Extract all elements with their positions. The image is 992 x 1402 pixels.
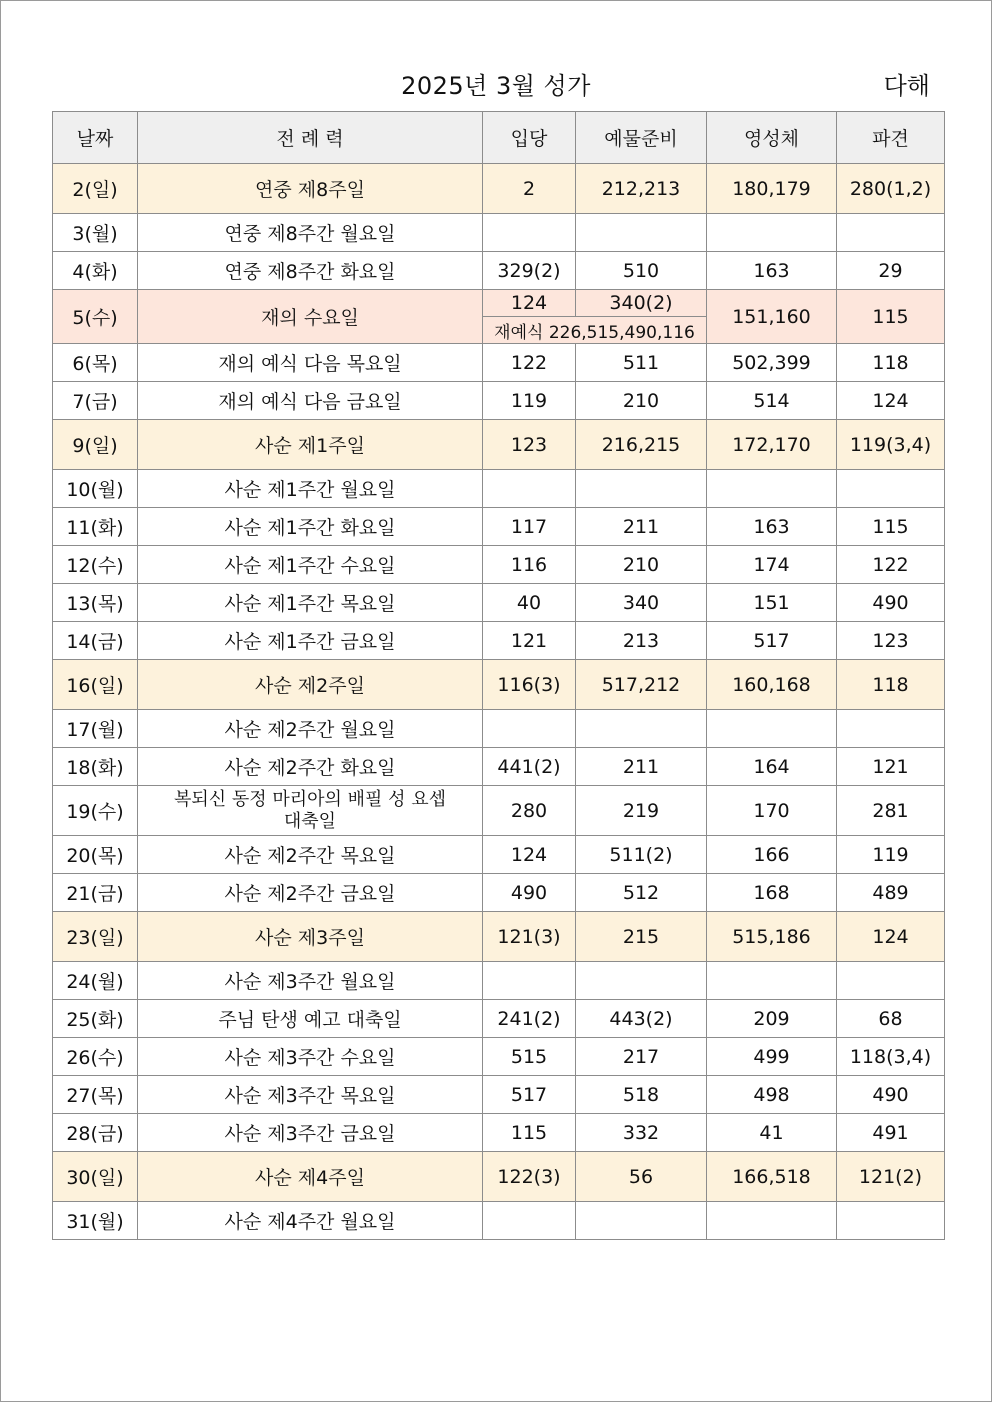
table-row [53,660,945,710]
cell-date: 26(수) [53,1038,138,1076]
cell-date: 9(일) [53,420,138,470]
cell-liturgy: 사순 제3주간 목요일 [138,1076,483,1114]
cell-communion: 514 [707,382,837,420]
cell-communion [707,1202,837,1240]
cell-offertory: 443(2) [576,1000,707,1038]
cell-dismissal: 489 [837,874,945,912]
cell-communion: 172,170 [707,420,837,470]
cell-liturgy: 연중 제8주간 월요일 [138,214,483,252]
cell-entrance: 2 [483,164,576,214]
cell-liturgy: 사순 제2주간 월요일 [138,710,483,748]
cell-offertory: 518 [576,1076,707,1114]
cell-offertory [576,962,707,1000]
hymn-table [52,111,945,1240]
cell-entrance: 329(2) [483,252,576,290]
cell-offertory: 217 [576,1038,707,1076]
cell-dismissal: 123 [837,622,945,660]
cell-communion: 41 [707,1114,837,1152]
cell-date: 4(화) [53,252,138,290]
cell-dismissal: 118(3,4) [837,1038,945,1076]
table-row [53,1076,945,1114]
cell-date: 11(화) [53,508,138,546]
cell-liturgy: 사순 제1주간 금요일 [138,622,483,660]
cell-date: 30(일) [53,1152,138,1202]
table-row [53,1202,945,1240]
header-entrance: 입당 [483,112,576,164]
cell-liturgy: 사순 제3주일 [138,912,483,962]
cell-offertory: 210 [576,382,707,420]
cell-entrance: 122 [483,344,576,382]
cell-liturgy: 사순 제1주간 수요일 [138,546,483,584]
table-row [53,546,945,584]
cell-liturgy: 사순 제2주간 화요일 [138,748,483,786]
cell-entrance [483,1202,576,1240]
cell-entrance: 441(2) [483,748,576,786]
cell-liturgy: 사순 제4주일 [138,1152,483,1202]
table-row [53,382,945,420]
cell-date: 28(금) [53,1114,138,1152]
cell-entrance: 515 [483,1038,576,1076]
cell-liturgy: 사순 제2주간 금요일 [138,874,483,912]
cell-dismissal: 119 [837,836,945,874]
cell-date: 12(수) [53,546,138,584]
cell-entrance: 124 [483,290,576,317]
cell-dismissal: 115 [837,290,945,344]
cell-entrance: 123 [483,420,576,470]
cell-dismissal: 115 [837,508,945,546]
cell-communion: 515,186 [707,912,837,962]
cell-offertory [576,1202,707,1240]
table-row [53,836,945,874]
cell-entrance: 119 [483,382,576,420]
cell-dismissal: 490 [837,1076,945,1114]
cell-offertory: 511(2) [576,836,707,874]
cell-dismissal [837,214,945,252]
cell-entrance: 40 [483,584,576,622]
cell-offertory: 215 [576,912,707,962]
cell-liturgy: 재의 예식 다음 목요일 [138,344,483,382]
cell-entrance: 280 [483,786,576,836]
cell-date: 7(금) [53,382,138,420]
cell-date: 18(화) [53,748,138,786]
cell-offertory: 56 [576,1152,707,1202]
cell-liturgy: 사순 제1주간 목요일 [138,584,483,622]
cell-communion [707,710,837,748]
cell-offertory: 332 [576,1114,707,1152]
table-row [53,252,945,290]
cell-offertory: 512 [576,874,707,912]
cell-dismissal [837,710,945,748]
table-row [53,874,945,912]
cell-date: 25(화) [53,1000,138,1038]
cell-dismissal: 118 [837,660,945,710]
cell-offertory [576,710,707,748]
cell-date: 5(수) [53,290,138,344]
cell-communion: 174 [707,546,837,584]
cell-liturgy: 사순 제3주간 금요일 [138,1114,483,1152]
cell-dismissal: 124 [837,382,945,420]
cell-entrance: 116(3) [483,660,576,710]
cell-date: 27(목) [53,1076,138,1114]
cell-dismissal: 281 [837,786,945,836]
cell-date: 14(금) [53,622,138,660]
header-communion: 영성체 [707,112,837,164]
cell-offertory: 340 [576,584,707,622]
cell-date: 10(월) [53,470,138,508]
cell-entrance: 116 [483,546,576,584]
cell-communion: 170 [707,786,837,836]
cell-communion: 160,168 [707,660,837,710]
cell-offertory: 216,215 [576,420,707,470]
cell-offertory: 510 [576,252,707,290]
cell-offertory: 219 [576,786,707,836]
cell-dismissal [837,962,945,1000]
cell-date: 23(일) [53,912,138,962]
table-row [53,1038,945,1076]
table-row [53,1152,945,1202]
cell-dismissal: 121 [837,748,945,786]
cell-communion: 163 [707,508,837,546]
cell-date: 20(목) [53,836,138,874]
cell-communion: 180,179 [707,164,837,214]
cell-dismissal: 280(1,2) [837,164,945,214]
cell-entrance [483,710,576,748]
cell-dismissal [837,470,945,508]
cell-date: 2(일) [53,164,138,214]
cell-liturgy: 사순 제2주간 목요일 [138,836,483,874]
cell-dismissal: 119(3,4) [837,420,945,470]
table-row [53,1114,945,1152]
cell-dismissal: 29 [837,252,945,290]
cell-entrance: 121 [483,622,576,660]
table-row [53,962,945,1000]
table-row [53,1000,945,1038]
table-row [53,344,945,382]
table-row [53,912,945,962]
cell-communion: 151,160 [707,290,837,344]
cell-entrance: 124 [483,836,576,874]
cell-liturgy: 재의 예식 다음 금요일 [138,382,483,420]
liturgy-line-1: 복되신 동정 마리아의 배필 성 요셉 [173,788,447,810]
table-row [53,622,945,660]
cell-offertory: 211 [576,508,707,546]
cell-communion: 164 [707,748,837,786]
cell-dismissal [837,1202,945,1240]
cell-date: 31(월) [53,1202,138,1240]
cell-offertory: 212,213 [576,164,707,214]
cell-offertory: 511 [576,344,707,382]
cell-liturgy: 사순 제3주간 월요일 [138,962,483,1000]
header-liturgy: 전 례 력 [138,112,483,164]
header-offertory: 예물준비 [576,112,707,164]
cell-date: 21(금) [53,874,138,912]
cell-liturgy [138,786,483,836]
cell-date: 17(월) [53,710,138,748]
cell-date: 16(일) [53,660,138,710]
cell-dismissal: 122 [837,546,945,584]
cell-communion: 168 [707,874,837,912]
table-row [53,470,945,508]
cell-liturgy: 사순 제1주일 [138,420,483,470]
cell-communion: 498 [707,1076,837,1114]
cell-communion: 163 [707,252,837,290]
cell-liturgy: 사순 제1주간 월요일 [138,470,483,508]
cell-liturgy: 사순 제4주간 월요일 [138,1202,483,1240]
cell-offertory: 340(2) [576,290,707,317]
cell-communion: 499 [707,1038,837,1076]
cell-communion: 151 [707,584,837,622]
cell-communion [707,214,837,252]
cell-liturgy: 연중 제8주간 화요일 [138,252,483,290]
cell-date: 3(월) [53,214,138,252]
header-date: 날짜 [53,112,138,164]
cell-communion: 166,518 [707,1152,837,1202]
header-dismissal: 파견 [837,112,945,164]
table-row [53,420,945,470]
page-title: 2025년 3월 성가 [401,72,591,100]
cell-entrance [483,962,576,1000]
cell-communion [707,470,837,508]
cell-offertory [576,470,707,508]
table-row [53,508,945,546]
cell-liturgy: 사순 제2주일 [138,660,483,710]
cell-offertory: 211 [576,748,707,786]
cell-ash-rite: 재예식 226,515,490,116 [483,317,707,344]
cell-entrance: 122(3) [483,1152,576,1202]
table-header-row [53,112,945,164]
table-row [53,164,945,214]
choir-label: 다해 [883,72,930,100]
cell-entrance: 115 [483,1114,576,1152]
table-row [53,584,945,622]
cell-dismissal: 490 [837,584,945,622]
cell-dismissal: 124 [837,912,945,962]
cell-liturgy: 연중 제8주일 [138,164,483,214]
cell-entrance: 517 [483,1076,576,1114]
cell-date: 6(목) [53,344,138,382]
cell-liturgy: 재의 수요일 [138,290,483,344]
cell-communion [707,962,837,1000]
cell-communion: 209 [707,1000,837,1038]
cell-dismissal: 118 [837,344,945,382]
cell-dismissal: 121(2) [837,1152,945,1202]
cell-dismissal: 491 [837,1114,945,1152]
cell-date: 19(수) [53,786,138,836]
cell-liturgy: 사순 제1주간 화요일 [138,508,483,546]
cell-dismissal: 68 [837,1000,945,1038]
cell-communion: 517 [707,622,837,660]
cell-date: 24(월) [53,962,138,1000]
cell-entrance: 490 [483,874,576,912]
table-row [53,214,945,252]
cell-date: 13(목) [53,584,138,622]
cell-entrance: 241(2) [483,1000,576,1038]
table-row [53,710,945,748]
cell-entrance [483,470,576,508]
cell-entrance [483,214,576,252]
cell-entrance: 121(3) [483,912,576,962]
cell-entrance: 117 [483,508,576,546]
cell-liturgy: 사순 제3주간 수요일 [138,1038,483,1076]
cell-offertory: 517,212 [576,660,707,710]
table-row-ash-wednesday [53,290,945,317]
liturgy-line-2: 대축일 [283,810,337,832]
cell-offertory: 213 [576,622,707,660]
cell-offertory: 210 [576,546,707,584]
cell-communion: 502,399 [707,344,837,382]
cell-liturgy: 주님 탄생 예고 대축일 [138,1000,483,1038]
cell-communion: 166 [707,836,837,874]
table-row [53,786,945,836]
table-row [53,748,945,786]
cell-offertory [576,214,707,252]
